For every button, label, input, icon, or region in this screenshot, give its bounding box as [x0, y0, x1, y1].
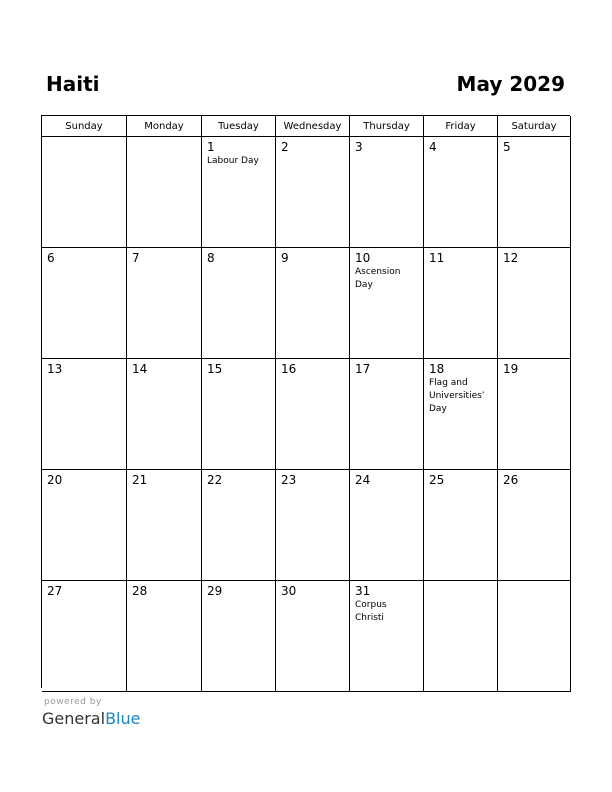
day-number: 31 [355, 584, 371, 598]
day-number: 29 [207, 584, 223, 598]
day-number: 21 [132, 473, 148, 487]
day-cell [42, 248, 127, 359]
day-cell [127, 137, 202, 248]
day-cell [42, 359, 127, 470]
day-cell [42, 470, 127, 581]
day-cell [42, 581, 127, 692]
day-number: 3 [355, 140, 363, 154]
day-cell [127, 581, 202, 692]
day-cell [424, 581, 498, 692]
generalblue-logo[interactable] [42, 709, 140, 728]
powered-by-label: powered by [44, 697, 102, 707]
day-number: 1 [207, 140, 215, 154]
day-cell [498, 248, 571, 359]
day-cell [498, 470, 571, 581]
day-cell [276, 248, 350, 359]
day-cell [276, 359, 350, 470]
day-cell [276, 581, 350, 692]
day-cell [127, 359, 202, 470]
day-cell [42, 137, 127, 248]
day-number: 2 [281, 140, 289, 154]
day-number: 4 [429, 140, 437, 154]
day-cell [498, 137, 571, 248]
day-cell [202, 137, 276, 248]
day-cell [202, 248, 276, 359]
day-number: 11 [429, 251, 445, 265]
weekday-header-saturday: Saturday [498, 116, 571, 137]
day-number: 6 [47, 251, 55, 265]
day-number: 8 [207, 251, 215, 265]
day-number: 23 [281, 473, 297, 487]
day-cell [350, 470, 424, 581]
weekday-header-thursday: Thursday [350, 116, 424, 137]
day-cell [424, 248, 498, 359]
day-cell [350, 359, 424, 470]
day-number: 27 [47, 584, 63, 598]
day-cell [498, 581, 571, 692]
day-number: 28 [132, 584, 148, 598]
weekday-header-tuesday: Tuesday [202, 116, 276, 137]
day-cell [127, 248, 202, 359]
day-number: 13 [47, 362, 63, 376]
day-number: 25 [429, 473, 445, 487]
day-cell [350, 248, 424, 359]
day-number: 19 [503, 362, 519, 376]
day-number: 26 [503, 473, 519, 487]
holiday-label: Flag and Universities’ Day [429, 378, 485, 414]
calendar-title-month: May 2029 [456, 72, 565, 96]
holiday-label: Ascension Day [355, 267, 401, 290]
day-cell [276, 137, 350, 248]
day-cell [350, 581, 424, 692]
day-cell [127, 470, 202, 581]
holiday-label: Corpus Christi [355, 600, 387, 623]
calendar-title-country: Haiti [46, 72, 100, 96]
brand-text-blue: Blue [105, 709, 141, 728]
day-number: 16 [281, 362, 297, 376]
day-number: 17 [355, 362, 371, 376]
calendar-grid [41, 115, 570, 688]
day-number: 20 [47, 473, 63, 487]
weekday-header-sunday: Sunday [42, 116, 127, 137]
day-cell [498, 359, 571, 470]
day-number: 24 [355, 473, 371, 487]
day-number: 9 [281, 251, 289, 265]
day-number: 14 [132, 362, 148, 376]
day-cell [424, 359, 498, 470]
weekday-header-monday: Monday [127, 116, 202, 137]
day-cell [276, 470, 350, 581]
day-cell [202, 581, 276, 692]
day-number: 22 [207, 473, 223, 487]
day-number: 10 [355, 251, 371, 265]
day-number: 15 [207, 362, 223, 376]
day-number: 30 [281, 584, 297, 598]
weekday-header-wednesday: Wednesday [276, 116, 350, 137]
day-number: 7 [132, 251, 140, 265]
brand-text-general: General [42, 709, 106, 728]
day-cell [424, 470, 498, 581]
weekday-header-friday: Friday [424, 116, 498, 137]
day-number: 5 [503, 140, 511, 154]
day-cell [424, 137, 498, 248]
day-number: 18 [429, 362, 445, 376]
day-number: 12 [503, 251, 519, 265]
day-cell [202, 470, 276, 581]
day-cell [202, 359, 276, 470]
holiday-label: Labour Day [207, 156, 259, 166]
day-cell [350, 137, 424, 248]
